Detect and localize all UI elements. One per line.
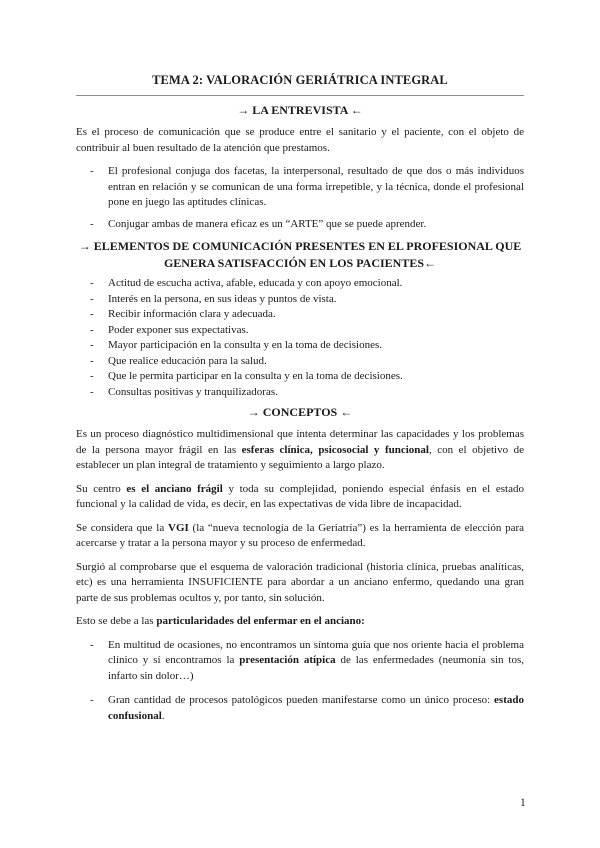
list-item: - Mayor participación en la consulta y en la toma de decisiones. <box>76 338 524 354</box>
page-number: 1 <box>520 797 526 809</box>
document-body <box>76 100 524 733</box>
list-item: - En multitud de ocasiones, no encontramos un síntoma guía que nos oriente hacia el problema clínico y sí encontramos la presentación atípica de las enfermedades (neumonía sin tos, infarto sin dolor…) <box>76 638 524 685</box>
document-title: TEMA 2: VALORACIÓN GERIÁTRICA INTEGRAL <box>152 73 448 87</box>
heading-entrevista: → LA ENTREVISTA ← <box>237 103 363 117</box>
title-divider <box>76 95 524 96</box>
list-item: - Que le permita participar en la consulta y en la toma de decisiones. <box>76 369 524 385</box>
particularidades-list <box>76 638 524 725</box>
conceptos-paragraph-4: Surgió al comprobarse que el esquema de valoración tradicional (historia clínica, pruebas analíticas, etc) es una herramienta INSUFICIENTE para abordar a un anciano enfermo, quedando una gran parte de sus problemas ocultos y, por tanto, sin solución. <box>76 560 524 604</box>
entrevista-list <box>76 164 524 232</box>
list-item: - Que realice educación para la salud. <box>76 354 524 370</box>
list-item: - Poder exponer sus expectativas. <box>76 323 524 339</box>
conceptos-paragraph-3: Se considera que la VGI (la “nueva tecnología de la Geriatría”) es la herramienta de elección para acercarse y tratar a la persona mayor y su proceso de enfermedad. <box>76 521 525 549</box>
list-item: - Conjugar ambas de manera eficaz es un “ARTE” que se puede aprender. <box>76 217 524 233</box>
conceptos-paragraph-2: Su centro es el anciano frágil y toda su complejidad, poniendo especial énfasis en el estado funcional y la calidad de vida, es decir, en las expectativas de vida libre de incapacidad. <box>76 482 524 510</box>
list-item: - Actitud de escucha activa, afable, educada y con apoyo emocional. <box>76 276 524 292</box>
entrevista-intro: Es el proceso de comunicación que se produce entre el sanitario y el paciente, con el objeto de contribuir al buen resultado de la atención que prestamos. <box>76 126 524 154</box>
heading-elementos: → ELEMENTOS DE COMUNICACIÓN PRESENTES EN EL PROFESIONAL QUE GENERA SATISFACCIÓN EN LOS PACIENTES← <box>78 239 522 270</box>
list-item: - Gran cantidad de procesos patológicos pueden manifestarse como un único proceso: estado confusional. <box>76 693 524 724</box>
list-item: - Consultas positivas y tranquilizadoras. <box>76 385 524 401</box>
list-item: - Interés en la persona, en sus ideas y puntos de vista. <box>76 292 524 308</box>
conceptos-paragraph-5: Esto se debe a las particularidades del enfermar en el anciano: <box>76 615 365 627</box>
elementos-list <box>76 276 524 400</box>
conceptos-paragraph-1: Es un proceso diagnóstico multidimensional que intenta determinar las capacidades y los problemas de la persona mayor frágil en las esferas clínica, psicosocial y funcional, con el objetivo de establecer un plan integral de tratamiento y seguimiento a largo plazo. <box>76 428 525 471</box>
heading-conceptos: → CONCEPTOS ← <box>247 405 353 419</box>
list-item: - Recibir información clara y adecuada. <box>76 307 524 323</box>
list-item: - El profesional conjuga dos facetas, la interpersonal, resultado de que dos o más individuos entran en relación y se comunican de una forma irrepetible, y la técnica, donde el profesional pone en juego las aptitudes clínicas. <box>76 164 524 211</box>
